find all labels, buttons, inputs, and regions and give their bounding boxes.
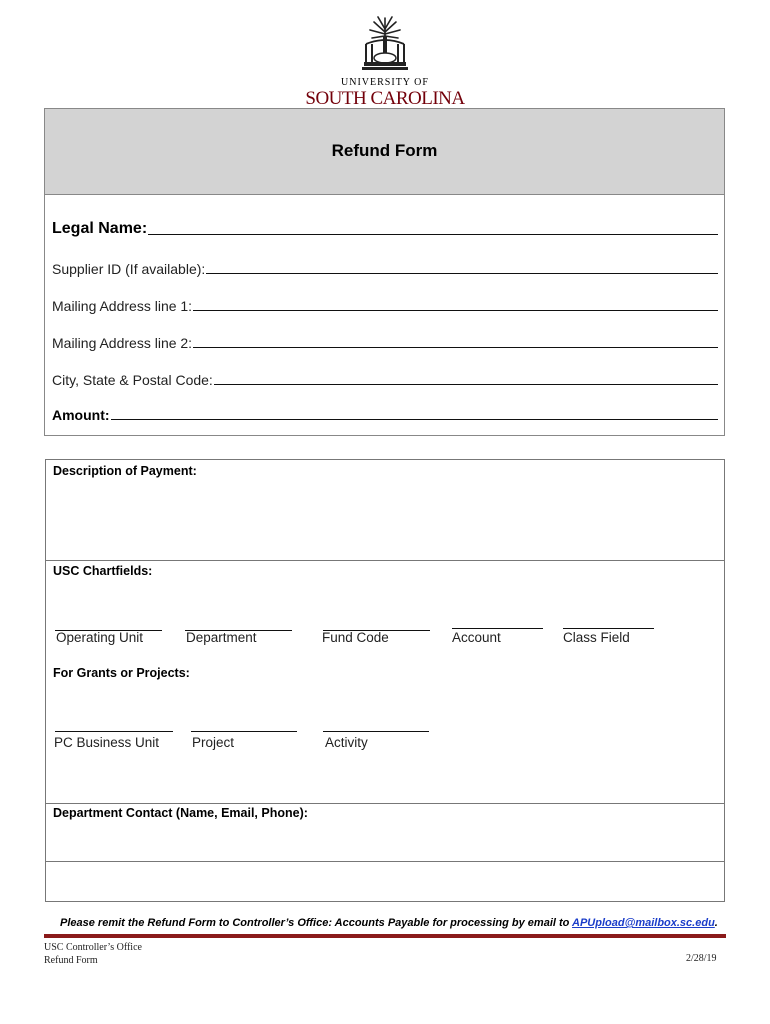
- divider: [46, 560, 724, 561]
- class-field-field[interactable]: [563, 628, 654, 629]
- operating-unit-label: Operating Unit: [56, 630, 144, 645]
- footer-form-name: Refund Form: [44, 955, 98, 966]
- project-label: Project: [192, 735, 235, 750]
- project-field[interactable]: [191, 731, 297, 732]
- chartfields-label: USC Chartfields:: [53, 564, 153, 578]
- pc-business-unit-label: PC Business Unit: [54, 735, 160, 750]
- amount-row: [52, 401, 718, 423]
- palmetto-tree-icon: [360, 14, 410, 74]
- remit-text: Please remit the Refund Form to Controller’s Office: Accounts Payable for processing by email to: [60, 917, 573, 929]
- city-state-label: City, State & Postal Code:: [52, 372, 213, 388]
- form-title: Refund Form: [331, 141, 438, 160]
- city-state-field[interactable]: [214, 384, 718, 385]
- fund-code-label: Fund Code: [322, 630, 389, 645]
- amount-field[interactable]: [111, 419, 718, 420]
- payment-details-box: [45, 459, 725, 902]
- amount-label: Amount:: [52, 407, 110, 423]
- legal-name-label: Legal Name:: [52, 220, 148, 237]
- city-state-row: [52, 366, 718, 388]
- logo-university-of: UNIVERSITY OF: [341, 77, 429, 88]
- description-label: Description of Payment:: [53, 464, 197, 478]
- legal-name-field[interactable]: [148, 234, 718, 235]
- logo-south-carolina: SOUTH CAROLINA: [305, 88, 465, 109]
- grants-label: For Grants or Projects:: [53, 666, 190, 680]
- title-band: [45, 109, 724, 195]
- address1-label: Mailing Address line 1:: [52, 298, 193, 314]
- contact-label: Department Contact (Name, Email, Phone):: [53, 806, 308, 820]
- address1-field[interactable]: [193, 310, 718, 311]
- legal-name-row: [52, 216, 718, 238]
- email-link[interactable]: APUpload@mailbox.sc.edu: [572, 917, 715, 929]
- remit-instructions: [60, 917, 718, 929]
- refund-form-box: [44, 108, 725, 436]
- address1-row: [52, 292, 718, 314]
- pc-business-unit-field[interactable]: [55, 731, 173, 732]
- office-name: USC Controller’s Office: [44, 942, 142, 953]
- supplier-id-row: [52, 255, 718, 277]
- address2-label: Mailing Address line 2:: [52, 335, 193, 351]
- activity-field[interactable]: [323, 731, 429, 732]
- address2-row: [52, 329, 718, 351]
- account-label: Account: [452, 630, 501, 645]
- revision-date: 2/28/19: [686, 953, 717, 964]
- contact-field[interactable]: [46, 862, 724, 900]
- remit-end: .: [714, 917, 718, 929]
- footer-bar: [44, 934, 726, 938]
- address2-field[interactable]: [193, 347, 718, 348]
- divider: [46, 803, 724, 804]
- class-field-label: Class Field: [563, 630, 630, 645]
- supplier-id-field[interactable]: [206, 273, 718, 274]
- supplier-id-label: Supplier ID (If available):: [52, 261, 206, 277]
- university-logo: [300, 14, 470, 108]
- account-field[interactable]: [452, 628, 543, 629]
- department-label: Department: [186, 630, 257, 645]
- footer-office-info: [44, 941, 142, 967]
- activity-label: Activity: [325, 735, 368, 750]
